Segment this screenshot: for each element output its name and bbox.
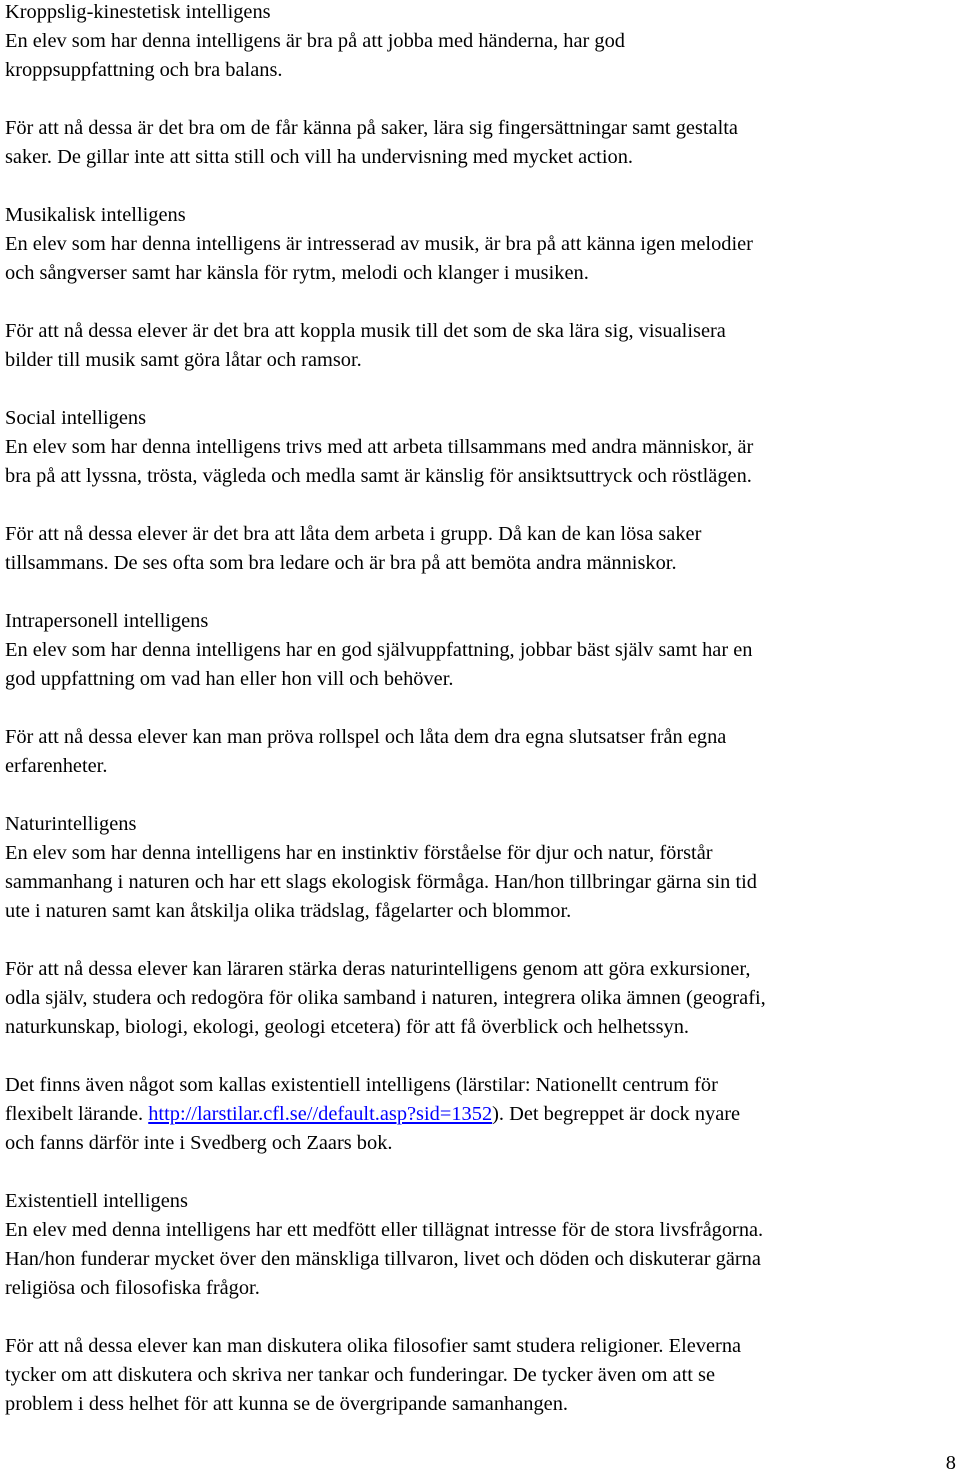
section-musikalisk <box>5 201 950 375</box>
text-line: religiösa och filosofiska frågor. <box>5 1277 260 1299</box>
section-intrapersonell <box>5 607 950 781</box>
text-fragment: ). Det begreppet är dock nyare <box>492 1103 741 1125</box>
document-page <box>5 0 950 1419</box>
text-line: ute i naturen samt kan åtskilja olika trädslag, fågelarter och blommor. <box>5 900 572 922</box>
section-description <box>5 201 950 288</box>
section-heading: Musikalisk intelligens <box>5 204 186 226</box>
section-strategy <box>5 520 950 578</box>
text-line: För att nå dessa elever kan läraren stärka deras naturintelligens genom att göra exkursioner, <box>5 958 751 980</box>
section-strategy <box>5 723 950 781</box>
text-line: god uppfattning om vad han eller hon vill och behöver. <box>5 668 454 690</box>
text-line: En elev som har denna intelligens har en instinktiv förståelse för djur och natur, förstår <box>5 842 713 864</box>
section-strategy <box>5 955 950 1042</box>
section-strategy <box>5 1332 950 1419</box>
text-line: bra på att lyssna, trösta, vägleda och medla samt är känslig för ansiktsuttryck och röstlägen. <box>5 465 752 487</box>
text-line: och sångverser samt har känsla för rytm, melodi och klanger i musiken. <box>5 262 589 284</box>
section-existential-note <box>5 1071 950 1158</box>
text-line: odla själv, studera och redogöra för olika samband i naturen, integrera olika ämnen (geografi, <box>5 987 766 1009</box>
text-line: För att nå dessa elever kan man pröva rollspel och låta dem dra egna slutsatser från egna <box>5 726 727 748</box>
text-line: En elev som har denna intelligens har en god självuppfattning, jobbar bäst själv samt har en <box>5 639 753 661</box>
text-line: Han/hon funderar mycket över den mänskliga tillvaron, livet och döden och diskuterar gärna <box>5 1248 761 1270</box>
text-line: saker. De gillar inte att sitta still och vill ha undervisning med mycket action. <box>5 146 633 168</box>
section-heading: Social intelligens <box>5 407 147 429</box>
section-heading: Naturintelligens <box>5 813 137 835</box>
section-strategy <box>5 114 950 172</box>
text-line: tycker om att diskutera och skriva ner tankar och funderingar. De tycker även om att se <box>5 1364 716 1386</box>
text-line: naturkunskap, biologi, ekologi, geologi etcetera) för att få överblick och helhetssyn. <box>5 1016 690 1038</box>
larstilar-link[interactable]: http://larstilar.cfl.se//default.asp?sid=1352 <box>148 1103 493 1125</box>
section-social <box>5 404 950 578</box>
section-heading: Existentiell intelligens <box>5 1190 188 1212</box>
text-line: En elev som har denna intelligens trivs med att arbeta tillsammans med andra människor, är <box>5 436 754 458</box>
section-heading: Kroppslig-kinestetisk intelligens <box>5 1 271 23</box>
text-line: En elev som har denna intelligens är intresserad av musik, är bra på att känna igen melodier <box>5 233 753 255</box>
text-line: tillsammans. De ses ofta som bra ledare och är bra på att bemöta andra människor. <box>5 552 677 574</box>
text-line: För att nå dessa elever kan man diskutera olika filosofier samt studera religioner. Eleverna <box>5 1335 742 1357</box>
text-line: och fanns därför inte i Svedberg och Zaars bok. <box>5 1132 393 1154</box>
text-line: bilder till musik samt göra låtar och ramsor. <box>5 349 362 371</box>
section-description <box>5 810 950 926</box>
text-line: Det finns även något som kallas existentiell intelligens (lärstilar: Nationellt centrum för <box>5 1074 718 1096</box>
text-line: För att nå dessa elever är det bra att låta dem arbeta i grupp. Då kan de kan lösa saker <box>5 523 702 545</box>
section-naturintelligens <box>5 810 950 1042</box>
text-line: problem i dess helhet för att kunna se de övergripande samanhangen. <box>5 1393 569 1415</box>
text-line: För att nå dessa elever är det bra att koppla musik till det som de ska lära sig, visualisera <box>5 320 726 342</box>
section-description <box>5 607 950 694</box>
text-line: erfarenheter. <box>5 755 108 777</box>
section-strategy <box>5 317 950 375</box>
section-heading: Intrapersonell intelligens <box>5 610 209 632</box>
section-description <box>5 0 950 85</box>
page-number: 8 <box>945 1452 956 1474</box>
text-line: För att nå dessa är det bra om de får känna på saker, lära sig fingersättningar samt gestalta <box>5 117 738 139</box>
section-existentiell <box>5 1187 950 1419</box>
text-line-with-link <box>5 1100 950 1129</box>
existential-note-paragraph <box>5 1071 950 1158</box>
text-fragment: flexibelt lärande. <box>5 1103 149 1125</box>
section-kroppslig-kinestetisk <box>5 0 950 172</box>
section-description <box>5 404 950 491</box>
text-line: kroppsuppfattning och bra balans. <box>5 59 283 81</box>
section-description <box>5 1187 950 1303</box>
text-line: En elev som har denna intelligens är bra på att jobba med händerna, har god <box>5 30 625 52</box>
text-line: sammanhang i naturen och har ett slags ekologisk förmåga. Han/hon tillbringar gärna sin tid <box>5 871 757 893</box>
text-line: En elev med denna intelligens har ett medfött eller tillägnat intresse för de stora livsfrågorna. <box>5 1219 764 1241</box>
